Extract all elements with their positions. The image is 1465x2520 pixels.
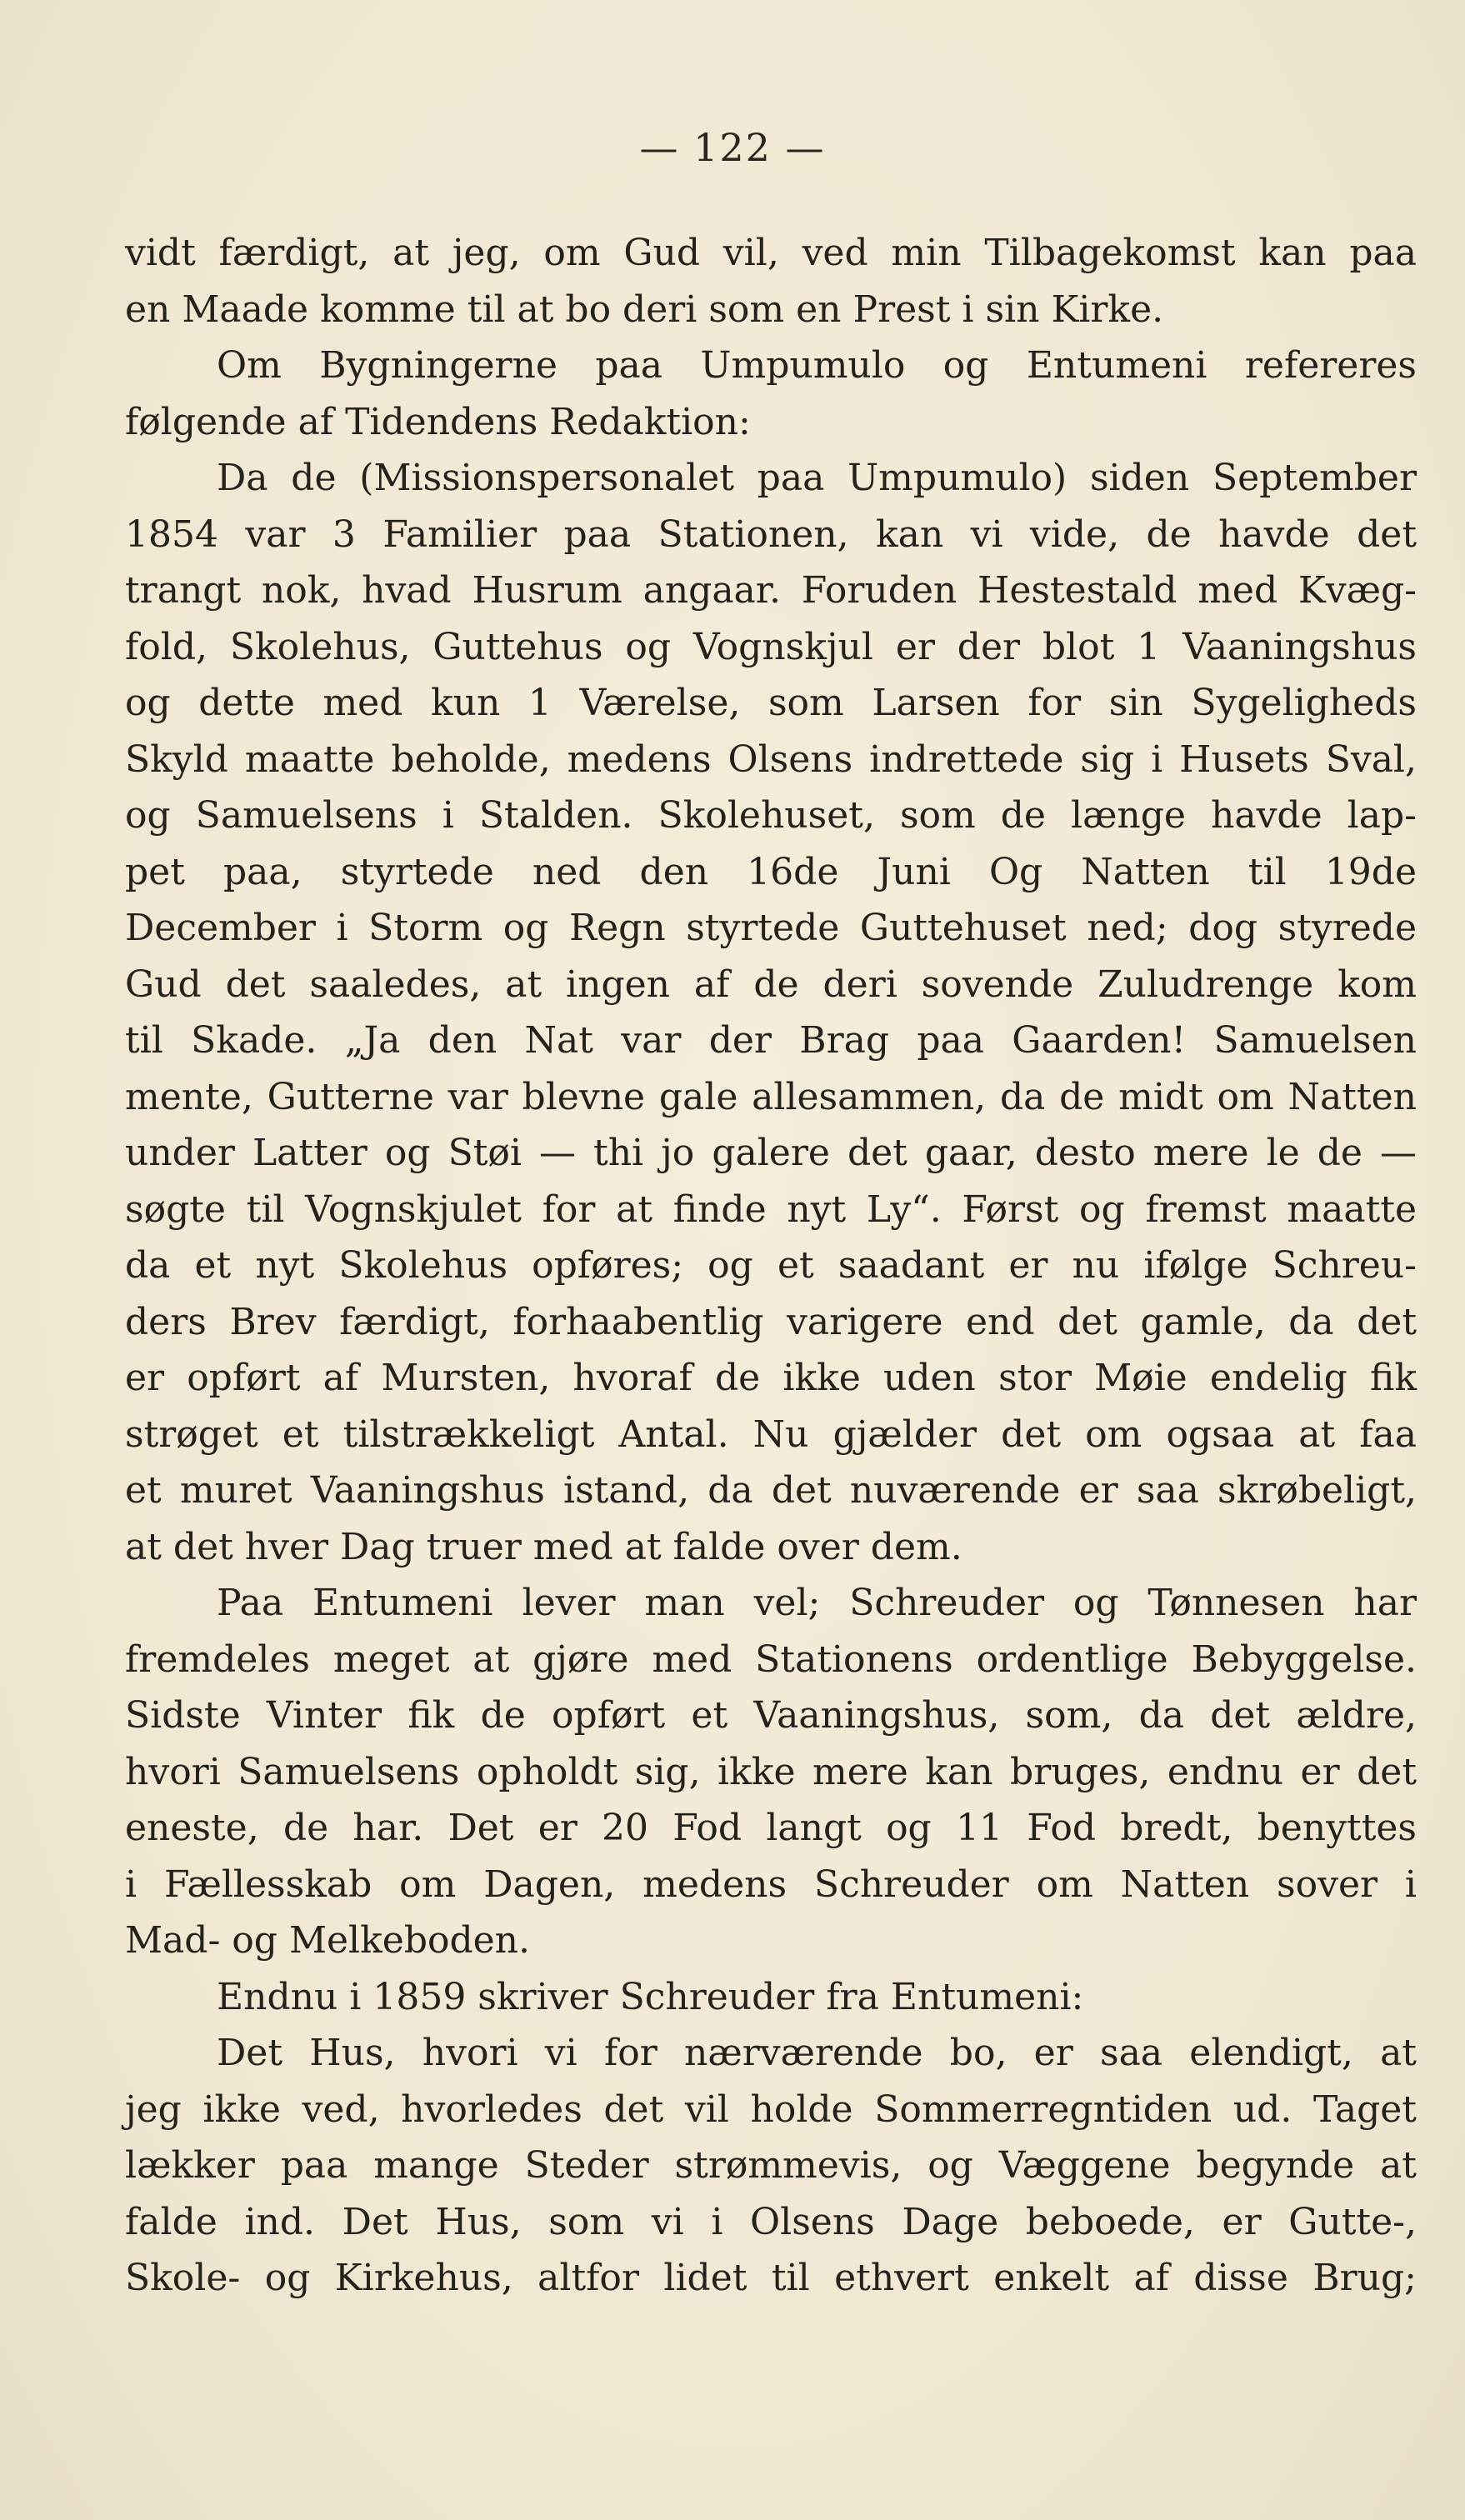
text-line: Skyld maatte beholde, medens Olsens indrettede sig i Husets Sval, — [125, 738, 1417, 781]
text-line: fold, Skolehus, Guttehus og Vognskjul er der blot 1 Vaaningshus — [125, 625, 1417, 668]
text-line: eneste, de har. Det er 20 Fod langt og 11 Fod bredt, benyttes — [125, 1807, 1417, 1849]
text-line: pet paa, styrtede ned den 16de Juni Og Natten til 19de — [125, 850, 1417, 893]
body-text — [125, 225, 1417, 2307]
text-line: følgende af Tidendens Redaktion: — [125, 400, 751, 443]
text-line: ders Brev færdigt, forhaabentlig varigere end det gamle, da det — [125, 1300, 1417, 1343]
text-line: Mad- og Melkeboden. — [125, 1919, 530, 1962]
text-line: mente, Gutterne var blevne gale allesammen, da de midt om Natten — [125, 1075, 1417, 1118]
text-line: og dette med kun 1 Værelse, som Larsen for sin Sygeligheds — [125, 682, 1417, 724]
text-line: Skole- og Kirkehus, altfor lidet til ethvert enkelt af disse Brug; — [125, 2257, 1417, 2299]
text-line: Sidste Vinter fik de opført et Vaaningshus, som, da det ældre, — [125, 1694, 1417, 1737]
text-line: Da de (Missionspersonalet paa Umpumulo) siden September — [217, 457, 1417, 499]
text-line: Gud det saaledes, at ingen af de deri sovende Zuludrenge kom — [125, 962, 1417, 1006]
text-line: fremdeles meget at gjøre med Stationens ordentlige Bebyggelse. — [125, 1638, 1417, 1681]
page-number: — 122 — — [639, 125, 826, 170]
text-line: hvori Samuelsens opholdt sig, ikke mere kan bruges, endnu er det — [125, 1750, 1417, 1793]
text-line: er opført af Mursten, hvoraf de ikke uden stor Møie endelig fik — [125, 1357, 1417, 1399]
text-line: Om Bygningerne paa Umpumulo og Entumeni refereres — [217, 344, 1417, 387]
text-line: Endnu i 1859 skriver Schreuder fra Entumeni: — [217, 1975, 1084, 2018]
text-line: 1854 var 3 Familier paa Stationen, kan vi vide, de havde det — [125, 512, 1417, 556]
text-line: en Maade komme til at bo deri som en Prest i sin Kirke. — [125, 288, 1164, 331]
text-line: December i Storm og Regn styrtede Guttehuset ned; dog styrede — [125, 907, 1417, 949]
text-line: og Samuelsens i Stalden. Skolehuset, som de længe havde lap- — [125, 794, 1417, 837]
text-line: Det Hus, hvori vi for nærværende bo, er saa elendigt, at — [217, 2032, 1417, 2074]
text-line: falde ind. Det Hus, som vi i Olsens Dage beboede, er Gutte-, — [125, 2200, 1417, 2243]
text-line: trangt nok, hvad Husrum angaar. Foruden Hestestald med Kvæg- — [125, 569, 1417, 612]
text-line: da et nyt Skolehus opføres; og et saadant er nu ifølge Schreu- — [125, 1244, 1417, 1287]
text-line: under Latter og Støi — thi jo galere det gaar, desto mere le de — — [125, 1132, 1417, 1174]
text-line: jeg ikke ved, hvorledes det vil holde Sommerregntiden ud. Taget — [125, 2088, 1417, 2131]
text-line: at det hver Dag truer med at falde over dem. — [125, 1525, 962, 1568]
text-line: til Skade. „Ja den Nat var der Brag paa Gaarden! Samuelsen — [125, 1019, 1417, 1062]
text-line: i Fællesskab om Dagen, medens Schreuder om Natten sover i — [125, 1862, 1417, 1906]
text-line: et muret Vaaningshus istand, da det nuværende er saa skrøbeligt, — [125, 1469, 1417, 1512]
text-line: lækker paa mange Steder strømmevis, og Væggene begynde at — [125, 2144, 1417, 2187]
text-line: strøget et tilstrækkeligt Antal. Nu gjælder det om ogsaa at faa — [125, 1412, 1417, 1456]
text-line: Paa Entumeni lever man vel; Schreuder og Tønnesen har — [217, 1582, 1417, 1624]
text-line: søgte til Vognskjulet for at finde nyt Ly“. Først og fremst maatte — [125, 1188, 1417, 1231]
text-line: vidt færdigt, at jeg, om Gud vil, ved min Tilbagekomst kan paa — [125, 232, 1417, 274]
